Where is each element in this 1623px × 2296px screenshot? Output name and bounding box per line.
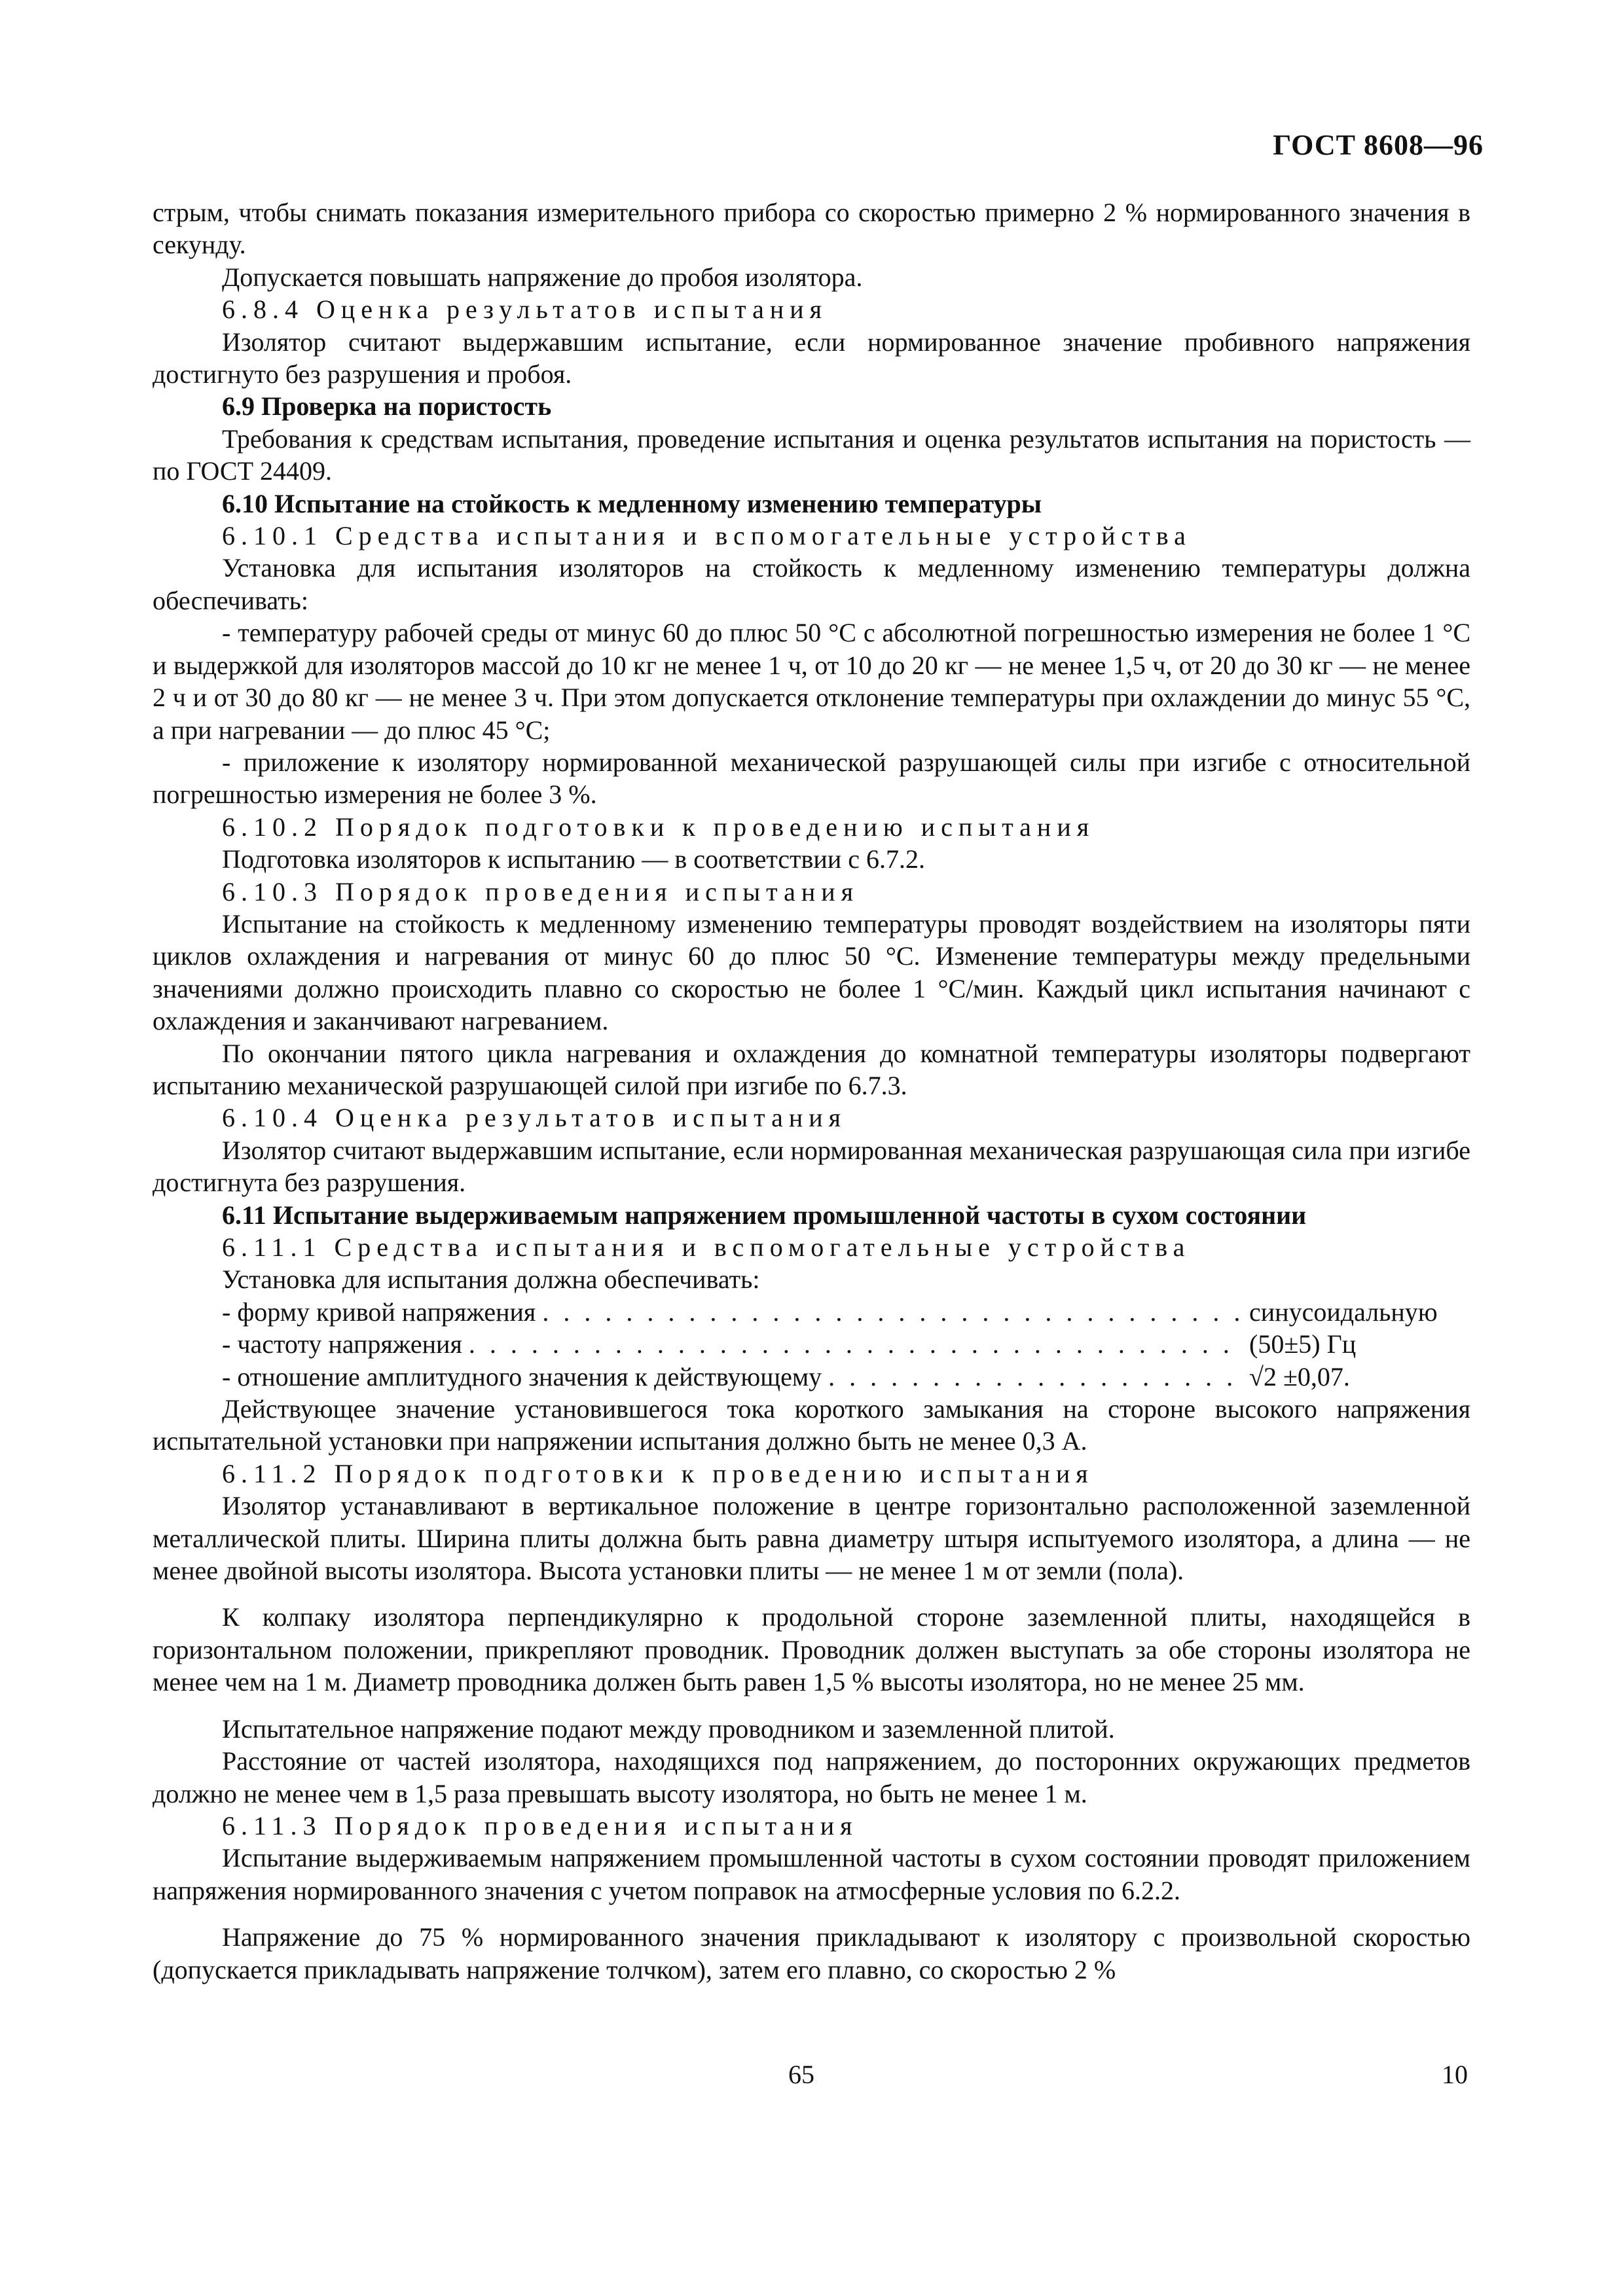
page-number: 65 [788,2060,814,2089]
requirement-value: синусоидальную [1249,1297,1438,1327]
document-body [153,196,1470,1986]
list-item: - температуру рабочей среды от минус 60 до плюс 50 °С с абсолютной погрешностью измерения не более 1 °С и выдержкой для изоляторов массой до 10 кг не менее 1 ч, от 10 до 20 кг — не менее 1,5 ч, от 20 до 30 кг — не менее 2 ч и от 30 до 80 кг — не менее 3 ч. При этом допускается отклонение температуры при охлаждении до минус 55 °С, а при нагревании — до плюс 45 °С; [153,618,1470,745]
requirement-label: - отношение амплитудного значения к действующему [222,1361,822,1391]
subsection-heading-6-11-1: 6.11.1 Средства испытания и вспомогательные устройства [222,1232,1191,1262]
subsection-heading-6-10-3: 6.10.3 Порядок проведения испытания [222,876,860,906]
subsection-heading-6-10-1: 6.10.1 Средства испытания и вспомогательные устройства [222,521,1192,551]
requirement-label: - форму кривой напряжения [222,1297,536,1327]
paragraph: Подготовка изоляторов к испытанию — в соответствии с 6.7.2. [222,844,925,874]
list-item: - приложение к изолятору нормированной механической разрушающей силы при изгибе с относительной погрешностью измерения не более 3 %. [153,747,1470,810]
subsection-heading-6-11-3: 6.11.3 Порядок проведения испытания [222,1810,858,1840]
requirement-row-crest-factor [153,1361,1470,1393]
paragraph: Испытание на стойкость к медленному изменению температуры проводят воздействием на изоляторы пяти циклов охлаждения и нагревания от минус 60 до плюс 50 °С. Изменение температуры между предельными значениями должно происходить плавно со скоростью не более 1 °С/мин. Каждый цикл испытания начинают с охлаждения и заканчивают нагреванием. [153,908,1470,1036]
paragraph: Установка для испытания изоляторов на стойкость к медленному изменению температуры должна обеспечивать: [153,553,1470,615]
document-code-header: ГОСТ 8608—96 [1273,129,1484,161]
paragraph: Действующее значение установившегося тока короткого замыкания на стороне высокого напряжения испытательной установки при напряжении испытания должно быть не менее 0,3 А. [153,1394,1470,1456]
paragraph: Изолятор считают выдержавшим испытание, если нормированная механическая разрушающая сила при изгибе достигнута без разрушения. [153,1135,1470,1198]
subsection-heading-6-11-2: 6.11.2 Порядок подготовки к проведению испытания [222,1458,1094,1488]
paragraph: К колпаку изолятора перпендикулярно к продольной стороне заземленной плиты, находящейся в горизонтальном положении, прикрепляют проводник. Проводник должен выступать за обе стороны изолятора не менее чем на 1 м. Диаметр проводника должен быть равен 1,5 % высоты изолятора, но не менее 25 мм. [153,1602,1470,1697]
requirement-value: √2 ±0,07. [1249,1361,1350,1391]
paragraph: Испытательное напряжение подают между проводником и заземленной плитой. [222,1713,1115,1744]
subsection-heading-6-10-2: 6.10.2 Порядок подготовки к проведению испытания [222,812,1095,842]
section-heading-6-10: 6.10 Испытание на стойкость к медленному изменению температуры [222,488,1042,518]
paragraph-continued: стрым, чтобы снимать показания измерительного прибора со скоростью примерно 2 % нормированного значения в секунду. [153,198,1470,260]
section-heading-6-11: 6.11 Испытание выдерживаемым напряжением промышленной частоты в сухом состоянии [222,1200,1307,1230]
leader-dots [469,1328,1243,1360]
paragraph: Напряжение до 75 % нормированного значения прикладывают к изолятору с произвольной скоростью (допускается прикладывать напряжение толчком), затем его плавно, со скоростью 2 % [153,1922,1470,1984]
paragraph: Установка для испытания должна обеспечивать: [222,1265,760,1295]
requirement-value: (50±5) Гц [1249,1329,1357,1359]
leader-dots [828,1361,1243,1393]
requirement-label: - частоту напряжения [222,1329,462,1359]
leader-dots [542,1296,1243,1328]
paragraph: Требования к средствам испытания, проведение испытания и оценка результатов испытания на пористость — по ГОСТ 24409. [153,423,1470,486]
subsection-heading-6-10-4: 6.10.4 Оценка результатов испытания [222,1103,847,1133]
requirement-row-waveform [153,1296,1470,1328]
paragraph: Изолятор считают выдержавшим испытание, если нормированное значение пробивного напряжения достигнуто без разрушения и пробоя. [153,327,1470,389]
paragraph: Испытание выдерживаемым напряжением промышленной частоты в сухом состоянии проводят приложением напряжения нормированного значения с учетом поправок на атмосферные условия по 6.2.2. [153,1843,1470,1905]
section-heading-6-9: 6.9 Проверка на пористость [222,391,552,422]
paragraph: По окончании пятого цикла нагревания и охлаждения до комнатной температуры изоляторы подвергают испытанию механической разрушающей силой при изгибе по 6.7.3. [153,1038,1470,1100]
paragraph: Изолятор устанавливают в вертикальное положение в центре горизонтально расположенной заземленной металлической плиты. Ширина плиты должна быть равна диаметру штыря испытуемого изолятора, а длина — не менее двойной высоты изолятора. Высота установки плиты — не менее 1 м от земли (пола). [153,1491,1470,1586]
sheet-number: 10 [1442,2060,1468,2089]
subsection-heading-6-8-4: 6.8.4 Оценка результатов испытания [222,295,828,325]
paragraph: Расстояние от частей изолятора, находящихся под напряжением, до посторонних окружающих предметов должно не менее чем в 1,5 раза превышать высоту изолятора, но быть не менее 1 м. [153,1746,1470,1808]
paragraph: Допускается повышать напряжение до пробоя изолятора. [222,262,863,292]
requirement-row-frequency [153,1328,1470,1360]
